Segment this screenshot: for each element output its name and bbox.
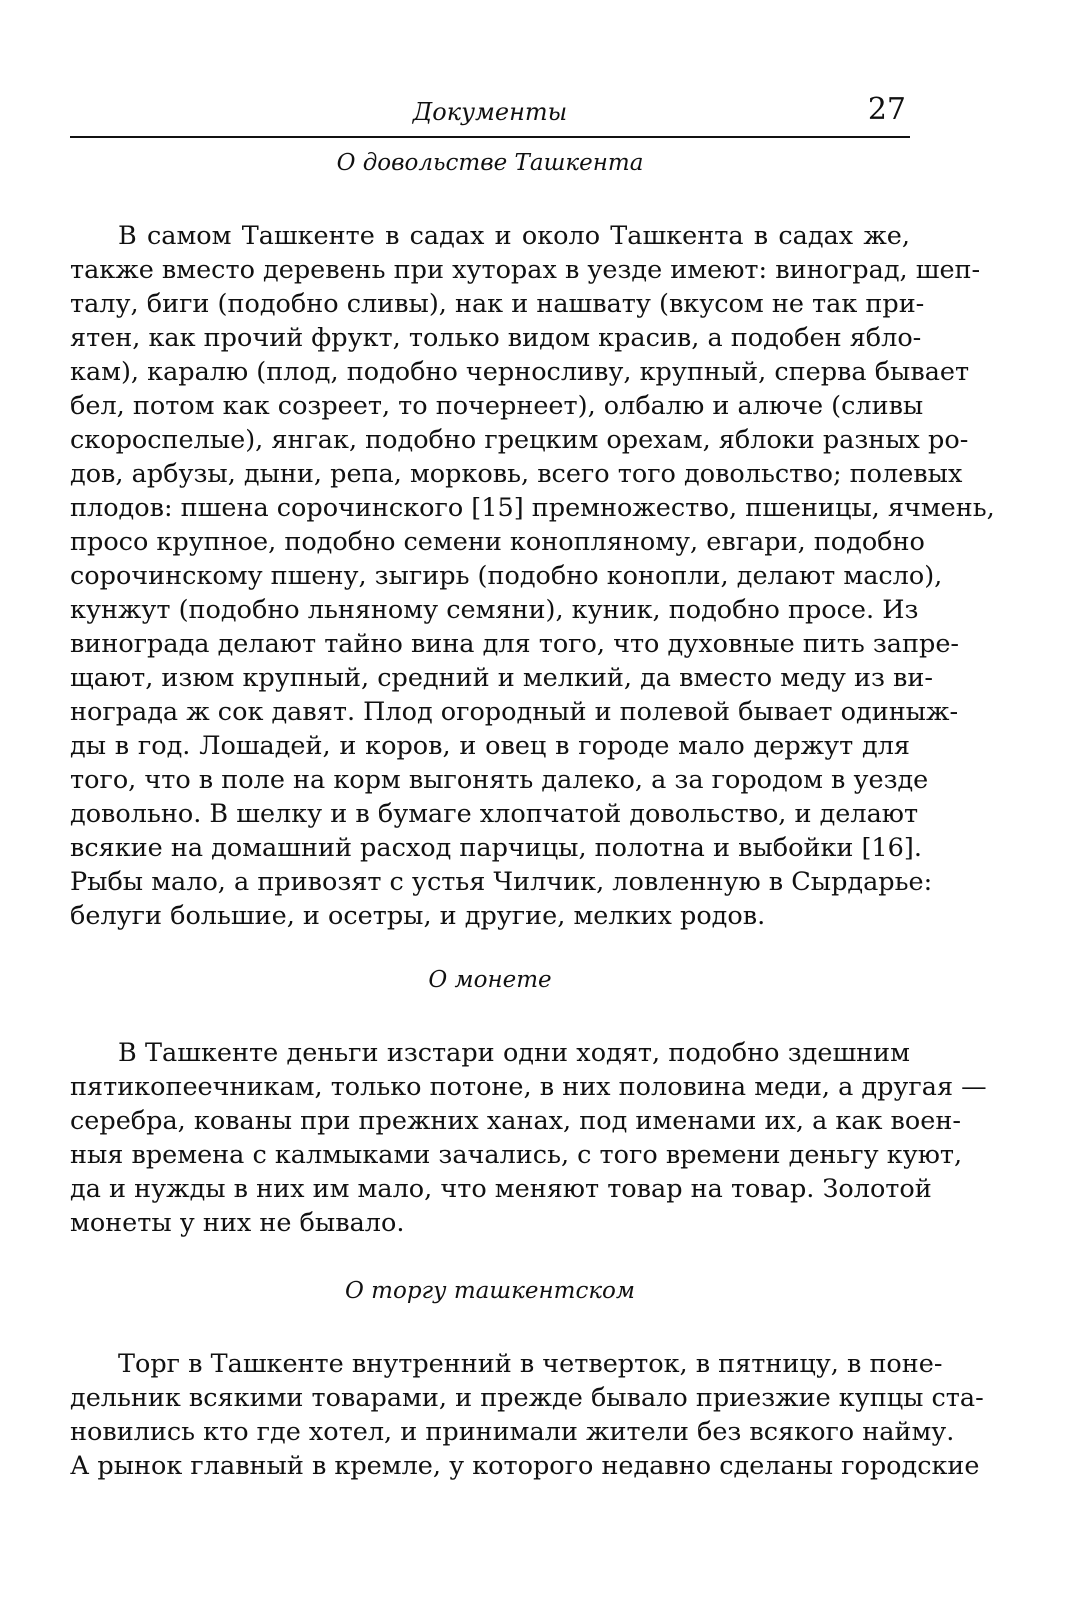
text-line: бел, потом как созреет, то почернеет), олбалю и алюче (сливы [70,391,924,421]
text-line: серебра, кованы при прежних ханах, под именами их, а как воен- [70,1106,961,1136]
section-heading: О торгу ташкентском [345,1278,635,1304]
text-line: да и нужды в них им мало, что меняют товар на товар. Золотой [70,1174,932,1204]
text-line: скороспелые), янгак, подобно грецким орехам, яблоки разных ро- [70,425,969,455]
text-line: дельник всякими товарами, и прежде бывало приезжие купцы ста- [70,1383,984,1413]
text-line: винограда делают тайно вина для того, что духовные пить запре- [70,629,960,659]
text-line: Рыбы мало, а привозят с устья Чилчик, ловленную в Сырдарье: [70,867,933,897]
running-header [70,92,910,138]
text-line: также вместо деревень при хуторах в уезде имеют: виноград, шеп- [70,255,981,285]
text-line: В Ташкенте деньги изстари одни ходят, подобно здешним [118,1038,910,1068]
text-line: А рынок главный в кремле, у которого недавно сделаны городские [70,1451,980,1481]
text-line: ятен, как прочий фрукт, только видом красив, а подобен ябло- [70,323,922,353]
text-line: ныя времена с калмыками зачались, с того времени деньгу куют, [70,1140,963,1170]
text-line: просо крупное, подобно семени конопляному, евгари, подобно [70,527,925,557]
text-line: монеты у них не бывало. [70,1208,405,1238]
section-body-abundance [70,219,995,933]
text-line: того, что в поле на корм выгонять далеко, а за городом в уезде [70,765,929,795]
running-title: Документы [412,98,568,126]
text-line: В самом Ташкенте в садах и около Ташкента в садах же, [118,221,910,251]
text-line: щают, изюм крупный, средний и мелкий, да вместо меду из ви- [70,663,933,693]
text-line: дов, арбузы, дыни, репа, морковь, всего того довольство; полевых [70,459,963,489]
section-heading: О монете [428,967,552,993]
text-line: плодов: пшена сорочинского [15] премножество, пшеницы, ячмень, [70,493,995,523]
text-line: довольно. В шелку и в бумаге хлопчатой довольство, и делают [70,799,919,829]
text-line: пятикопеечникам, только потоне, в них половина меди, а другая — [70,1072,987,1102]
text-line: ды в год. Лошадей, и коров, и овец в городе мало держут для [70,731,910,761]
page-number: 27 [867,92,906,127]
section-heading-abundance [70,150,910,176]
text-line: кунжут (подобно льняному семяни), куник, подобно просе. Из [70,595,919,625]
text-line: Торг в Ташкенте внутренний в четверток, в пятницу, в поне- [118,1349,943,1379]
text-line: кам), каралю (плод, подобно черносливу, крупный, сперва бывает [70,357,970,387]
section-heading-coin [70,967,910,993]
text-line: нограда ж сок давят. Плод огородный и полевой бывает одиныж- [70,697,959,727]
section-body-coin [70,1036,987,1240]
section-heading: О довольстве Ташкента [336,150,644,176]
text-line: талу, биги (подобно сливы), нак и нашвату (вкусом не так при- [70,289,925,319]
text-line: новились кто где хотел, и принимали жители без всякого найму. [70,1417,955,1447]
section-body-trade [70,1347,984,1483]
section-heading-trade [70,1278,910,1304]
text-line: сорочинскому пшену, зыгирь (подобно конопли, делают масло), [70,561,943,591]
text-line: белуги большие, и осетры, и другие, мелких родов. [70,901,766,931]
text-line: всякие на домашний расход парчицы, полотна и выбойки [16]. [70,833,922,863]
